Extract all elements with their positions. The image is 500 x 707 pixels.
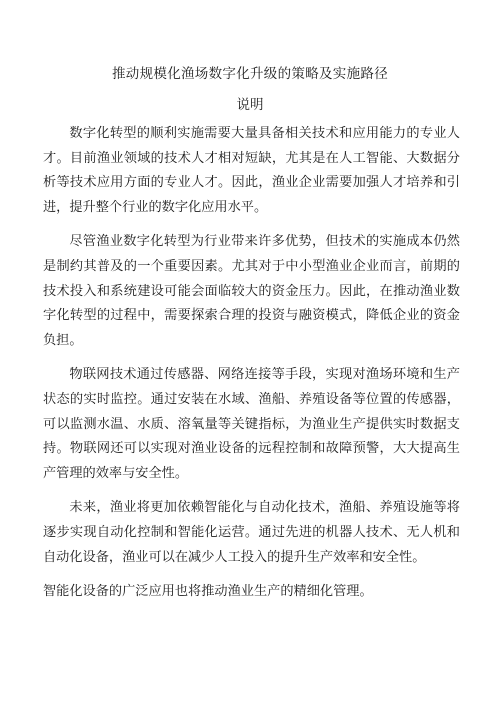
paragraph-cost: 尽管渔业数字化转型为行业带来许多优势，但技术的实施成本仍然是制约其普及的一个重要因素。尤其对于中小型渔业企业而言，前期的技术投入和系统建设可能会面临较大的资金压力。因此，在推动渔业数字化转型的过程中，需要探索合理的投资与融资模式，降低企业的资金负担。 bbox=[43, 234, 460, 348]
paragraph-smart-devices: 智能化设备的广泛应用也将推动渔业生产的精细化管理。 bbox=[43, 584, 373, 600]
paragraph-iot: 物联网技术通过传感器、网络连接等手段，实现对渔场环境和生产状态的实时监控。通过安装在水域、渔船、养殖设备等位置的传感器，可以监测水温、水质、溶氧量等关键指标，为渔业生产提供实时数据支持。物联网还可以实现对渔业设备的远程控制和故障预警，大大提高生产管理的效率与安全性。 bbox=[43, 367, 460, 481]
section-heading: 说明 bbox=[236, 97, 264, 113]
document-title: 推动规模化渔场数字化升级的策略及实施路径 bbox=[112, 66, 388, 82]
paragraph-future: 未来，渔业将更加依赖智能化与自动化技术，渔船、养殖设施等将逐步实现自动化控制和智能化运营。通过先进的机器人技术、无人机和自动化设备，渔业可以在减少人工投入的提升生产效率和安全性。 bbox=[43, 500, 460, 565]
paragraph-talent: 数字化转型的顺利实施需要大量具备相关技术和应用能力的专业人才。目前渔业领域的技术人才相对短缺，尤其是在人工智能、大数据分析等技术应用方面的专业人才。因此，渔业企业需要加强人才培养和引进，提升整个行业的数字化应用水平。 bbox=[43, 126, 460, 215]
document-body bbox=[43, 122, 460, 615]
